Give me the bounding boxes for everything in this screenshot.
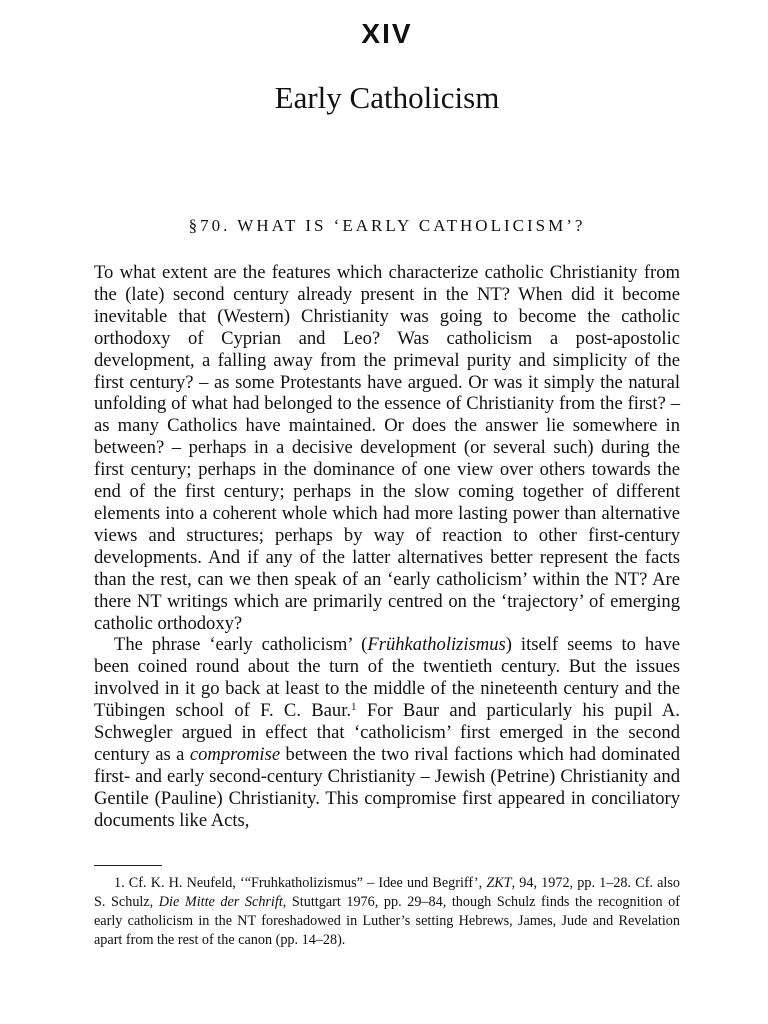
footnote-1: [94, 874, 680, 950]
footnote-text: , Stuttgart 1976, pp. 29–84, though Schulz finds the recognition of early catholicism in the NT foreshadowed in Luther’s setting Hebrews, James, Jude and Revelation apart from the rest of the canon (pp. 14–28).: [94, 894, 680, 948]
paragraph-2-text: For Baur and particularly his pupil A. Schwegler argued in effect that ‘catholicism’ first emerged in the second century as a: [94, 700, 680, 765]
footnote-text: Cf. K. H. Neufeld, ‘“Fruhkatholizismus” – Idee und Begriff’,: [124, 875, 487, 891]
section-heading: §70. WHAT IS ‘EARLY CATHOLICISM’?: [188, 216, 586, 235]
paragraph-1: To what extent are the features which characterize catholic Christianity from the (late) second century already present in the NT? When did it become inevitable that (Western) Christianity was going to become the catholic orthodoxy of Cyprian and Leo? Was catholicism a post-apostolic development, a falling away from the primeval purity and simplicity of the first century? – as some Protestants have argued. Or was it simply the natural unfolding of what had belonged to the essence of Christianity from the first? – as many Catholics have maintained. Or does the answer lie somewhere in between? – perhaps in a decisive development (or several such) during the first century; perhaps in the dominance of one view over others towards the end of the first century; perhaps in the slow coming together of different elements into a coherent whole which had more lasting power than alternative views and structures; perhaps by way of reaction to other first-century developments. And if any of the latter alternatives better represent the facts than the rest, can we then speak of an ‘early catholicism’ within the NT? Are there NT writings which are primarily centred on the ‘trajectory’ of emerging catholic orthodoxy?: [94, 262, 680, 634]
chapter-title: Early Catholicism: [274, 80, 500, 115]
footnote-divider: [94, 865, 162, 866]
footnote-number: 1.: [114, 875, 125, 891]
paragraph-2: [94, 634, 680, 831]
footnote-reference: 1: [351, 701, 357, 714]
footnote-italic: Die Mitte der Schrift: [158, 894, 283, 910]
paragraph-2-text: between the two rival factions which had dominated first- and early second-century Christianity – Jewish (Petrine) Christianity and Gentile (Pauline) Christianity. This compromise first appeared in conciliatory documents like Acts,: [94, 743, 680, 831]
paragraph-2-italic-term: compromise: [189, 743, 281, 765]
paragraph-2-text: ) itself seems to have been coined round about the turn of the twentieth century. But the issues involved in it go back at least to the middle of the nineteenth century and the Tübingen school of F. C. Baur.: [94, 634, 680, 722]
footnote-italic: ZKT: [486, 875, 512, 891]
body-text: [94, 262, 680, 832]
chapter-number: XIV: [361, 18, 413, 49]
footnote-text: , 94, 1972, pp. 1–28. Cf. also S. Schulz,: [94, 875, 680, 910]
paragraph-2-text: The phrase ‘early catholicism’ (: [114, 634, 368, 656]
paragraph-2-italic-term: Frühkatholizismus: [367, 634, 506, 656]
